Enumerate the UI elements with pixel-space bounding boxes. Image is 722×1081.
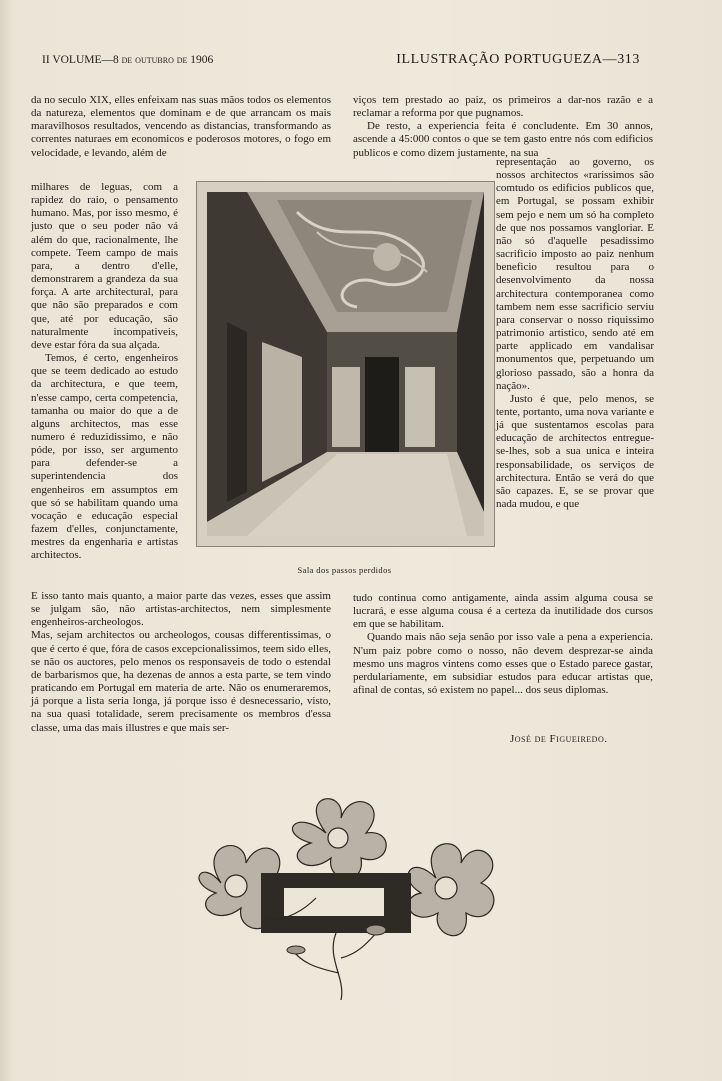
paragraph: De resto, a experiencia feita é concludente. Em 30 annos, ascende a 45:000 contos o que se tem gasto entre nós com edificios publicos e como dizem justamente, na sua (353, 120, 653, 159)
author-signature: José de Figueiredo. (510, 733, 608, 745)
photo-caption: Sala dos passos perdidos (297, 565, 392, 575)
paragraph: viços tem prestado ao paiz, os primeiros a dar-nos razão e a reclamar a reforma por que pugnamos. (353, 94, 653, 120)
paragraph: tudo continua como antigamente, ainda assim alguma cousa se lucrará, e esse alguma cousa é a certeza da inutilidade dos cursos em que se habilitam. (353, 592, 653, 631)
paragraph: Temos, é certo, engenheiros que se teem dedicado ao estudo da architectura, e que teem, n'esse campo, certa competencia, tamanha ou maior do que a de alguns architectos, mas esse numero é reduzidissimo, e não póde, por isso, ser argumento para defender-se a superintendencia dos engenheiros em assumptos em que só se habilitam quando uma vocação e educação especial fazem d'elles, conjunctamente, mestres da engenharia e artistas architectos. (31, 352, 178, 562)
col1-bottom-text (31, 590, 331, 735)
paragraph: representação ao governo, os nossos architectos «rarissimos são comtudo os edificios publicos que, em Portugal, se possam exhibir sem pejo e nem um só ha completo de que nos possamos vangloriar. E não só d'aquelle pesadissimo sacrificio imposto ao paiz nenhum beneficio resultou para o desenvolvimento da nossa architectura contemporanea como tambem nem esse sacrificio serviu para conservar o nosso riquissimo patrimonio artistico, sendo até em parte applicado em vandalisar monumentos que, perpetuando um glorioso passado, são a honra da nação». (496, 156, 654, 392)
col2-top-text (353, 94, 653, 160)
paragraph: Mas, sejam architectos ou archeologos, cousas differentissimas, o que é certo é que, fóra de casos excepcionalissimos, teem sido elles, se não os auctores, pelo menos os responsaveis de todo o estendal de barbarismos que, ha dezenas de annos a esta parte, se tem vindo praticando em Portugal em materia de arte. Não os enumeraremos, já porque a lista seria longa, já porque isso é desnecessario, visto, na sua quasi totalidade, serem precisamente os membros d'essa classe, uma das mais illustres e que mais ser- (31, 629, 331, 734)
floral-ornament (176, 788, 506, 1003)
running-header (42, 52, 640, 70)
col2-bottom-text (353, 592, 653, 697)
col2-narrow-text (496, 156, 654, 511)
paragraph: milhares de leguas, com a rapidez do raio, o pensamento humano. Mas, por isso mesmo, é justo que o seu poder não vá além do que, racionalmente, lhe compete. Teem campo de mais para, a dentro d'elle, demonstrarem a grandeza da sua força. A arte architectural, para que não são preparados e com que, até por educação, são naturalmente incompativeis, deve estar fóra da sua alçada. (31, 181, 178, 351)
paragraph: Justo é que, pelo menos, se tente, portanto, uma nova variante e já que sustentamos escolas para educação de architectos entregue-se-lhes, sob a sua unica e inteira responsabilidade, os serviços de architectura. Então se verá do que são capazes. E, se se provar que nada mudou, e que (496, 392, 654, 511)
hall-interior-illustration (207, 192, 484, 536)
paragraph: da no seculo XIX, elles enfeixam nas suas mãos todos os elementos da natureza, elementos que dominam e de que arrancam os mais maravilhosos resultados, vencendo as distancias, transformando as correntes naturaes em economicos e poderosos motores, o fogo em velocidade, e levando, além de (31, 94, 331, 159)
col1-top-text (31, 94, 331, 160)
paragraph: E isso tanto mais quanto, a maior parte das vezes, esses que assim se julgam são, não artistas-architectos, nem simplesmente engenheiros-archeologos. (31, 590, 331, 629)
col1-narrow-text (31, 181, 178, 563)
hall-photograph (196, 181, 495, 547)
paragraph: Quando mais não seja senão por isso vale a pena a experiencia. N'um paiz pobre como o nosso, não devem desprezar-se ainda mesmo uns magros vintens como esses que o Estado parece gastar, perdulariamente, em subsidiar estudos para educar artistas que, afinal de contas, só existem no papel... dos seus diplomas. (353, 631, 653, 697)
header-volume-date: II VOLUME—8 de outubro de 1906 (42, 54, 214, 66)
header-title-page: ILLUSTRAÇÃO PORTUGUEZA—313 (396, 52, 640, 67)
